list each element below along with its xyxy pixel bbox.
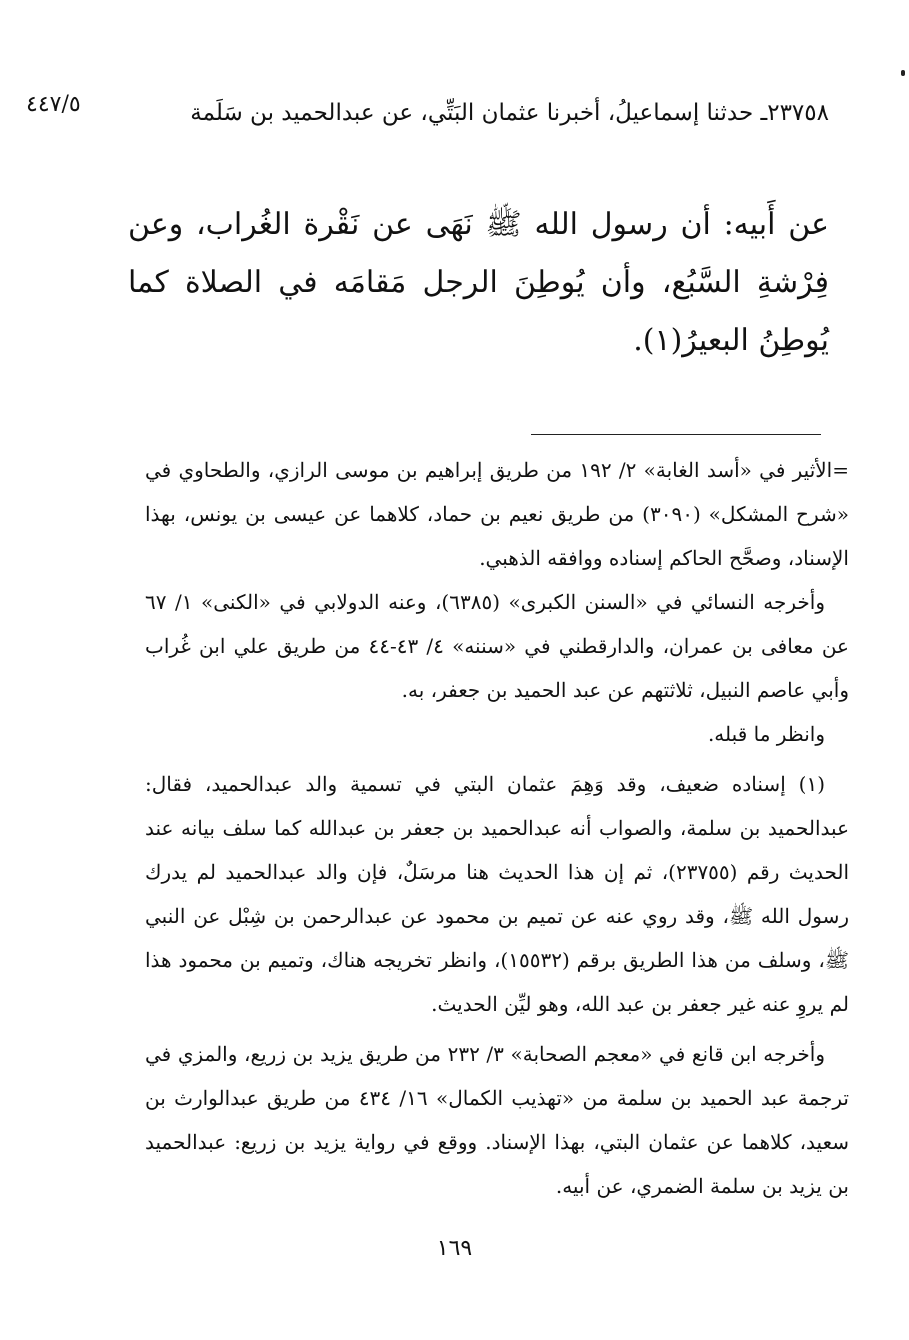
footnote-paragraph: وأخرجه النسائي في «السنن الكبرى» (٦٣٨٥)، وعنه الدولابي في «الكنى» ١/ ٦٧ عن معافى بن عمران، والدارقطني في «سننه» ٤/ ٤٣-٤٤ من طريق علي ابن غُراب وأبي عاصم النبيل، ثلاثتهم عن عبد الحميد بن جعفر، به.: [145, 590, 849, 702]
footnote-paragraph: وانظر ما قبله.: [707, 722, 825, 746]
margin-mark: [901, 70, 905, 76]
footnote-divider: [531, 434, 821, 435]
footnotes: [145, 448, 849, 1208]
volume-page-reference: ٤٤٧/٥: [26, 92, 81, 117]
hadith-text: عن أَبيه: أن رسول الله ﷺ نَهَى عن نَقْرة الغُراب، وعن فِرْشةِ السَّبُع، وأن يُوطِنَ الرجل مَقامَه في الصلاة كما يُوطِنُ البعيرُ(١).: [128, 207, 829, 358]
footnote-continuation: =الأثير في «أسد الغابة» ٢/ ١٩٢ من طريق إبراهيم بن موسى الرازي، والطحاوي في «شرح المشكل» (٣٠٩٠) من طريق نعيم بن حماد، كلاهما عن عيسى بن يونس، بهذا الإسناد، وصحَّح الحاكم إسناده ووافقه الذهبي.: [145, 458, 849, 570]
hadith-chain: ٢٣٧٥٨ـ حدثنا إسماعيلُ، أخبرنا عثمان البَتِّي، عن عبدالحميد بن سَلَمة: [190, 100, 829, 126]
page-number: ١٦٩: [436, 1236, 473, 1261]
footnote-1: (١) إسناده ضعيف، وقد وَهِمَ عثمان البتي في تسمية والد عبدالحميد، فقال: عبدالحميد بن سلمة، والصواب أنه عبدالحميد بن جعفر بن عبدالله كما سلف بيانه عند الحديث رقم (٢٣٧٥٥)، ثم إن هذا الحديث هنا مرسَلٌ، فإن والد عبدالحميد لم يدرك رسول الله ﷺ، وقد روي عنه عن تميم بن محمود عن عبدالرحمن بن شِبْل عن النبي ﷺ، وسلف من هذا الطريق برقم (١٥٥٣٢)، وانظر تخريجه هناك، وتميم بن محمود هذا لم يروِ عنه غير جعفر بن عبد الله، وهو ليِّن الحديث.: [145, 772, 850, 1016]
footnote-paragraph: وأخرجه ابن قانع في «معجم الصحابة» ٣/ ٢٣٢ من طريق يزيد بن زريع، والمزي في ترجمة عبد الحميد بن سلمة من «تهذيب الكمال» ١٦/ ٤٣٤ من طريق عبدالوارث بن سعيد، كلاهما عن عثمان البتي، بهذا الإسناد. ووقع في رواية يزيد بن زريع: عبدالحميد بن يزيد بن سلمة الضمري، عن أبيه.: [145, 1042, 849, 1198]
